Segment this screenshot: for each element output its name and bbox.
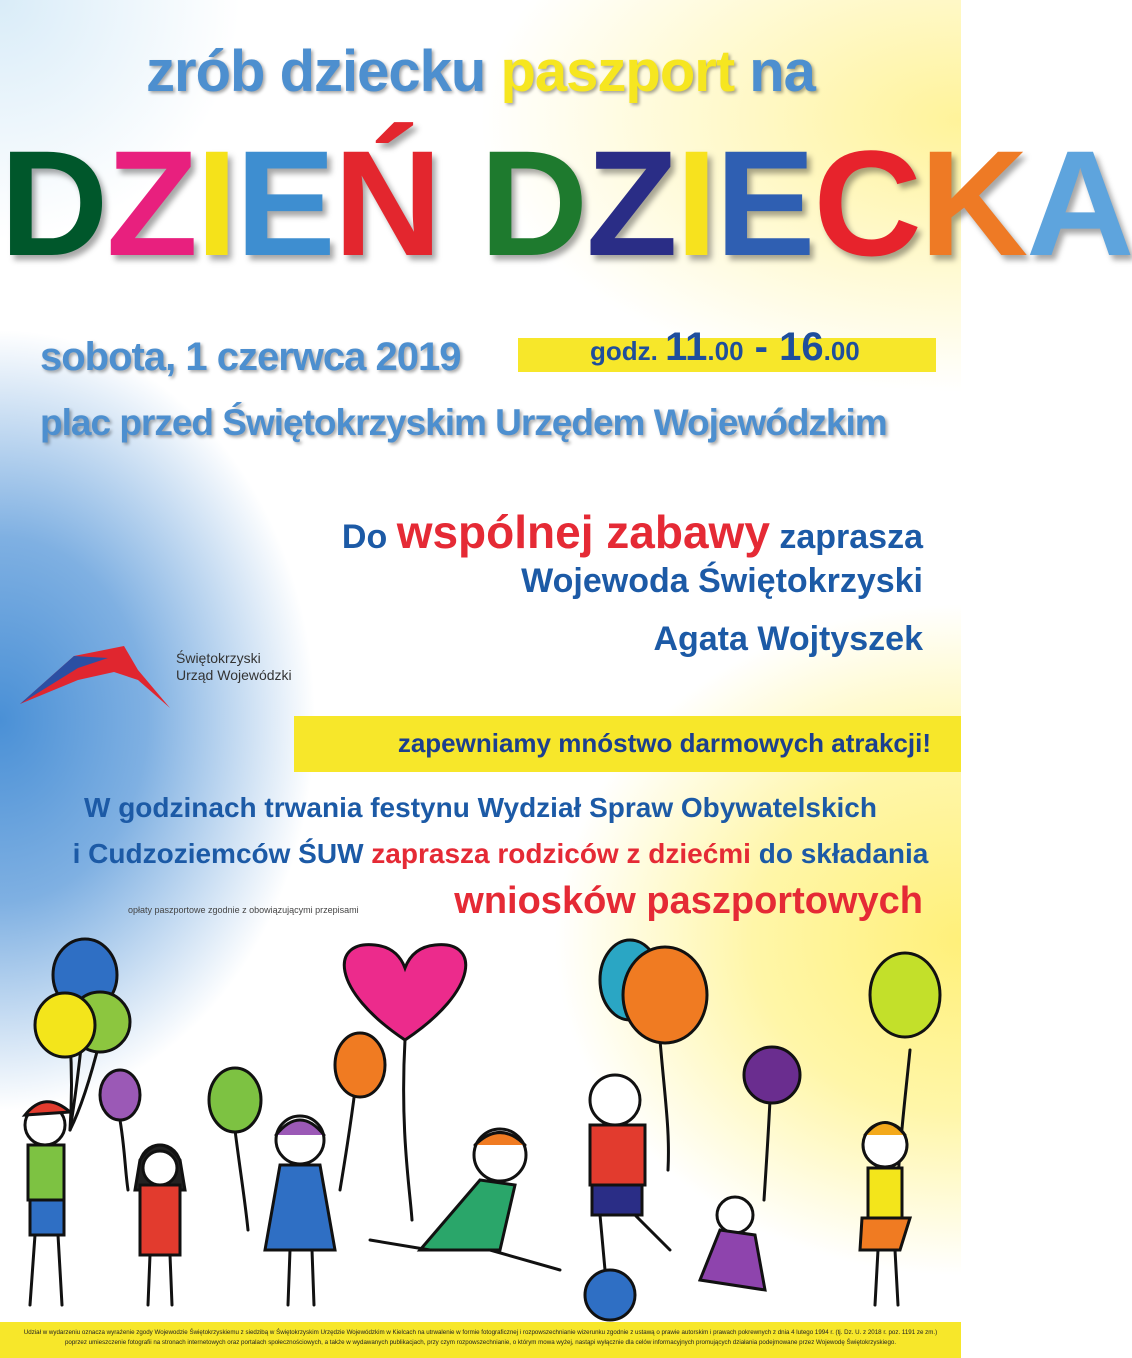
dark-purple-balloon	[744, 1047, 800, 1103]
invite-rest: zaprasza	[769, 518, 923, 556]
headline-top	[0, 38, 961, 105]
headline-part1: zrób dziecku	[146, 39, 501, 104]
big-letter: E	[715, 119, 814, 287]
logo-line2: Urząd Wojewódzki	[176, 667, 292, 683]
purple-balloon	[100, 1070, 140, 1120]
big-letter: D	[0, 119, 107, 287]
big-letter: K	[919, 119, 1027, 287]
big-letter: A	[1026, 119, 1132, 287]
headline-passport: paszport	[500, 39, 735, 104]
lime-balloon	[870, 953, 940, 1037]
headline-childrens-day	[0, 119, 1132, 287]
big-letter: D	[479, 119, 587, 287]
big-letter: Ń	[333, 119, 441, 287]
invite-do: Do	[341, 518, 397, 556]
big-letter: I	[675, 119, 716, 287]
info-line2-b: zaprasza rodziców z dziećmi	[371, 838, 751, 869]
children-illustration	[0, 930, 961, 1325]
invite-line3: Agata Wojtyszek	[653, 620, 923, 658]
event-date: sobota, 1 czerwca 2019	[40, 335, 461, 379]
logo-line1: Świętokrzyski	[176, 650, 261, 666]
hour-prefix: godz.	[590, 336, 666, 366]
info-line2	[0, 838, 981, 870]
invite-highlight: wspólnej zabawy	[396, 506, 770, 558]
invite-line1	[342, 505, 923, 559]
big-letter: I	[195, 119, 236, 287]
event-hours	[590, 325, 860, 370]
big-letter: Z	[106, 119, 196, 287]
info-line1: W godzinach trwania festynu Wydział Spraw Obywatelskich	[84, 792, 877, 823]
info-line2-a: i Cudzoziemców ŚUW	[72, 838, 372, 869]
footer-disclaimer: Udział w wydarzeniu oznacza wyrażenie zgody Wojewodzie Świętokrzyskiemu z siedzibą w Świętokrzyskim Urzędzie Wojewódzkim w Kielcach na utrwalenie w formie fotograficznej i rozpowszechnianie wizerunku zgodnie z ustawą o prawie autorskim i prawach pokrewnych z dnia 4 lutego 1994 r. (tj. Dz. U. z 2018 r. poz. 1191 ze zm.) poprzez umieszczenie fotografii na stronach internetowych oraz portalach społecznościowych, a także w wydawanych publikacjach, przy czym rozpowszechnianie, o którym mowa wyżej, nastąpi wyłącznie dla celów informacyjnych promujących działania podejmowane przez Wojewodę Świętokrzyskiego.	[23, 1329, 938, 1346]
info-line2-c: do składania	[750, 838, 929, 869]
logo-icon	[18, 640, 178, 710]
headline-part3: na	[734, 39, 815, 104]
big-letter: Z	[586, 119, 676, 287]
attractions-text: zapewniamy mnóstwo darmowych atrakcji!	[397, 728, 931, 758]
event-place: plac przed Świętokrzyskim Urzędem Wojewódzkim	[40, 402, 887, 443]
hour-end-h: 16	[779, 325, 824, 369]
hour-end-m: .00	[823, 336, 860, 366]
logo-text	[176, 650, 292, 684]
info-line3: wniosków paszportowych	[454, 880, 923, 922]
hour-sep: -	[743, 325, 780, 369]
light-green-balloon	[209, 1068, 261, 1132]
hour-start-m: .00	[707, 336, 744, 366]
big-letter: C	[813, 119, 920, 287]
big-letter	[440, 119, 480, 287]
orange-balloon-2	[623, 947, 707, 1043]
hour-start-h: 11	[665, 325, 708, 369]
yellow-balloon	[35, 993, 95, 1057]
big-letter: E	[235, 119, 334, 287]
invite-line2: Wojewoda Świętokrzyski	[521, 562, 923, 600]
fees-note: opłaty paszportowe zgodnie z obowiązującymi przepisami	[128, 905, 359, 915]
orange-balloon	[335, 1033, 385, 1097]
pink-heart-balloon	[344, 945, 465, 1040]
